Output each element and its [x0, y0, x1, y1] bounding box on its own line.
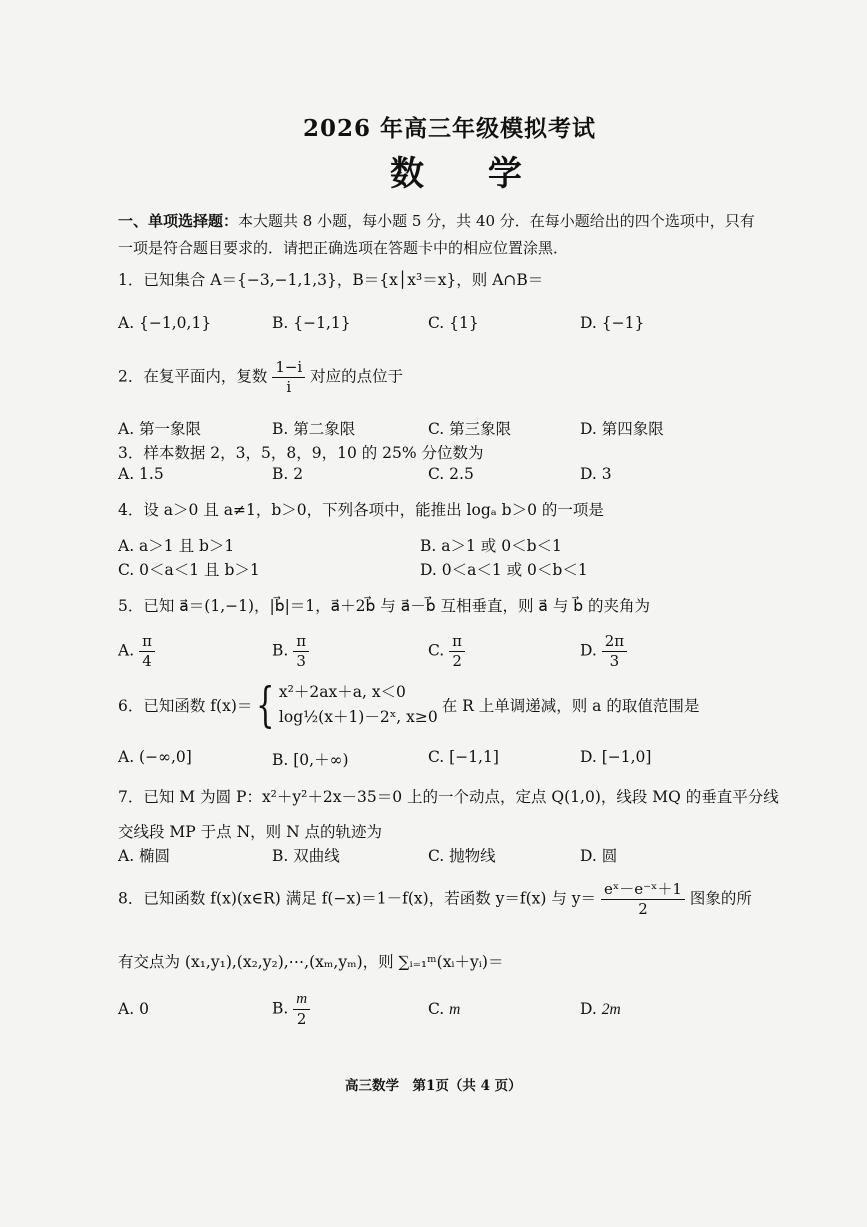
question-6-option-d: D. [−1,0]: [580, 748, 652, 766]
question-5-option-c-num: π: [449, 632, 465, 652]
section-instructions: [118, 208, 768, 262]
question-8-option-d-label: D.: [580, 1000, 597, 1018]
question-8-fraction: [601, 880, 685, 919]
question-7-option-a: A. 椭圆: [118, 847, 171, 865]
question-1-option-c: C. {1}: [428, 314, 479, 332]
question-2-frac-num: 1−i: [272, 358, 305, 378]
subject-title: 数 学: [390, 154, 548, 194]
question-6-piecewise: [279, 680, 438, 730]
question-8-option-d: [580, 1000, 621, 1019]
question-8-option-b-label: B.: [272, 999, 289, 1018]
question-6-stem-before: 6．已知函数 f(x)＝: [118, 697, 253, 715]
question-7-option-d: D. 圆: [580, 847, 618, 865]
question-3-option-d: D. 3: [580, 465, 612, 483]
question-5-option-b: [272, 632, 309, 671]
question-8-option-b-num: m: [293, 990, 310, 1010]
question-1-option-a: A. {−1,0,1}: [118, 314, 212, 332]
question-8-stem-after: 图象的所: [689, 889, 752, 908]
question-5-option-a-num: π: [139, 632, 155, 652]
question-5-option-b-fraction: [293, 632, 309, 671]
question-8-option-a-label: A.: [118, 1000, 135, 1018]
question-8-frac-num: eˣ－e⁻ˣ＋1: [601, 880, 685, 900]
question-7-option-b: B. 双曲线: [272, 847, 340, 865]
question-8-option-a-text: 0: [139, 1000, 149, 1018]
brace-icon: {: [256, 677, 275, 733]
question-8-stem-before: 8．已知函数 f(x)(x∈R) 满足 f(−x)＝1－f(x)，若函数 y＝f(x) 与 y＝: [118, 889, 597, 908]
question-2-stem: [118, 358, 403, 397]
question-3-option-a: A. 1.5: [118, 465, 164, 483]
question-8-option-c: [428, 1000, 460, 1019]
question-5-option-a-den: 4: [142, 652, 152, 670]
question-1-option-b: B. {−1,1}: [272, 314, 351, 332]
question-5-option-b-den: 3: [296, 652, 306, 670]
question-8-option-b-den: 2: [296, 1010, 307, 1028]
question-5-option-d-fraction: [602, 632, 627, 671]
question-2-stem-before: 2．在复平面内，复数: [118, 367, 268, 386]
question-5-option-c: [428, 632, 465, 671]
question-5-option-a-label: A.: [118, 641, 135, 660]
question-5-option-c-den: 2: [452, 652, 462, 670]
question-7-option-c: C. 抛物线: [428, 847, 496, 865]
question-2-option-c: C. 第三象限: [428, 420, 512, 438]
question-5-option-c-fraction: [449, 632, 465, 671]
question-2-stem-after: 对应的点位于: [310, 367, 404, 386]
question-8-option-c-label: C.: [428, 1000, 445, 1018]
question-6-case-2: log½(x＋1)－2ˣ, x≥0: [278, 708, 438, 726]
question-8-option-a: [118, 1000, 149, 1018]
section-heading: 一、单项选择题：: [118, 212, 239, 230]
question-5-option-d-den: 3: [609, 652, 620, 670]
question-8-stem-line-1: [118, 880, 752, 919]
question-6-stem-after: 在 R 上单调递减，则 a 的取值范围是: [441, 697, 700, 715]
question-6-stem: [118, 677, 700, 733]
question-6-option-b: B. [0,＋∞): [272, 751, 349, 769]
question-2-option-b: B. 第二象限: [272, 420, 356, 438]
question-5-stem: 5．已知 a⃗＝(1,−1)，|b⃗|＝1，a⃗＋2b⃗ 与 a⃗－b⃗ 互相垂直，则 a⃗ 与 b⃗ 的夹角为: [118, 597, 651, 615]
question-5-option-a-fraction: [139, 632, 155, 671]
question-3-stem: 3．样本数据 2，3，5，8，9，10 的 25% 分位数为: [118, 444, 484, 462]
question-4-option-c: C. 0＜a＜1 且 b＞1: [118, 561, 260, 579]
question-5-option-c-label: C.: [428, 641, 445, 660]
question-7-stem-line-2: 交线段 MP 于点 N，则 N 点的轨迹为: [118, 823, 383, 841]
question-8-option-b-fraction: [293, 990, 310, 1029]
exam-title: 2026 年高三年级模拟考试: [303, 115, 597, 142]
question-6-case-1: x²＋2ax＋a, x＜0: [278, 683, 406, 701]
question-6-option-c: C. [−1,1]: [428, 748, 499, 766]
question-8-option-d-text: 2m: [601, 1001, 621, 1018]
question-4-option-d: D. 0＜a＜1 或 0＜b＜1: [420, 561, 588, 579]
question-8-option-b: [272, 990, 310, 1029]
question-2-option-a: A. 第一象限: [118, 420, 202, 438]
question-5-option-d-num: 2π: [602, 632, 627, 652]
question-5-option-d-label: D.: [580, 641, 597, 660]
question-1-option-d: D. {−1}: [580, 314, 645, 332]
question-3-option-c: C. 2.5: [428, 465, 474, 483]
question-8-option-c-text: m: [449, 1001, 461, 1018]
question-7-stem-line-1: 7．已知 M 为圆 P：x²＋y²＋2x－35＝0 上的一个动点，定点 Q(1,0)，线段 MQ 的垂直平分线: [118, 788, 779, 806]
question-2-option-d: D. 第四象限: [580, 420, 664, 438]
question-5-option-b-num: π: [293, 632, 309, 652]
question-4-option-a: A. a＞1 且 b＞1: [118, 537, 235, 555]
question-5-option-d: [580, 632, 627, 671]
question-2-frac-den: i: [286, 378, 292, 396]
question-4-option-b: B. a＞1 或 0＜b＜1: [420, 537, 562, 555]
question-2-fraction: [272, 358, 305, 397]
question-4-stem: 4．设 a＞0 且 a≠1，b＞0，下列各项中，能推出 logₐ b＞0 的一项是: [118, 501, 604, 519]
question-1-stem: 1．已知集合 A＝{−3,−1,1,3}，B＝{x│x³＝x}，则 A∩B＝: [118, 271, 544, 289]
question-8-stem-line-2: 有交点为 (x₁,y₁),(x₂,y₂),⋯,(xₘ,yₘ)，则 ∑ᵢ₌₁ᵐ(xᵢ＋yᵢ)＝: [118, 953, 504, 971]
question-3-option-b: B. 2: [272, 465, 304, 483]
section-instructions-text: 本大题共 8 小题，每小题 5 分，共 40 分．在每小题给出的四个选项中，只有一项是符合题目要求的．请把正确选项在答题卡中的相应位置涂黑．: [118, 212, 755, 257]
question-5-option-a: [118, 632, 155, 671]
page-footer: 高三数学 第1页（共 4 页）: [345, 1078, 522, 1094]
question-8-frac-den: 2: [638, 900, 648, 918]
question-6-option-a: A. (−∞,0]: [118, 748, 192, 766]
question-5-option-b-label: B.: [272, 641, 289, 660]
